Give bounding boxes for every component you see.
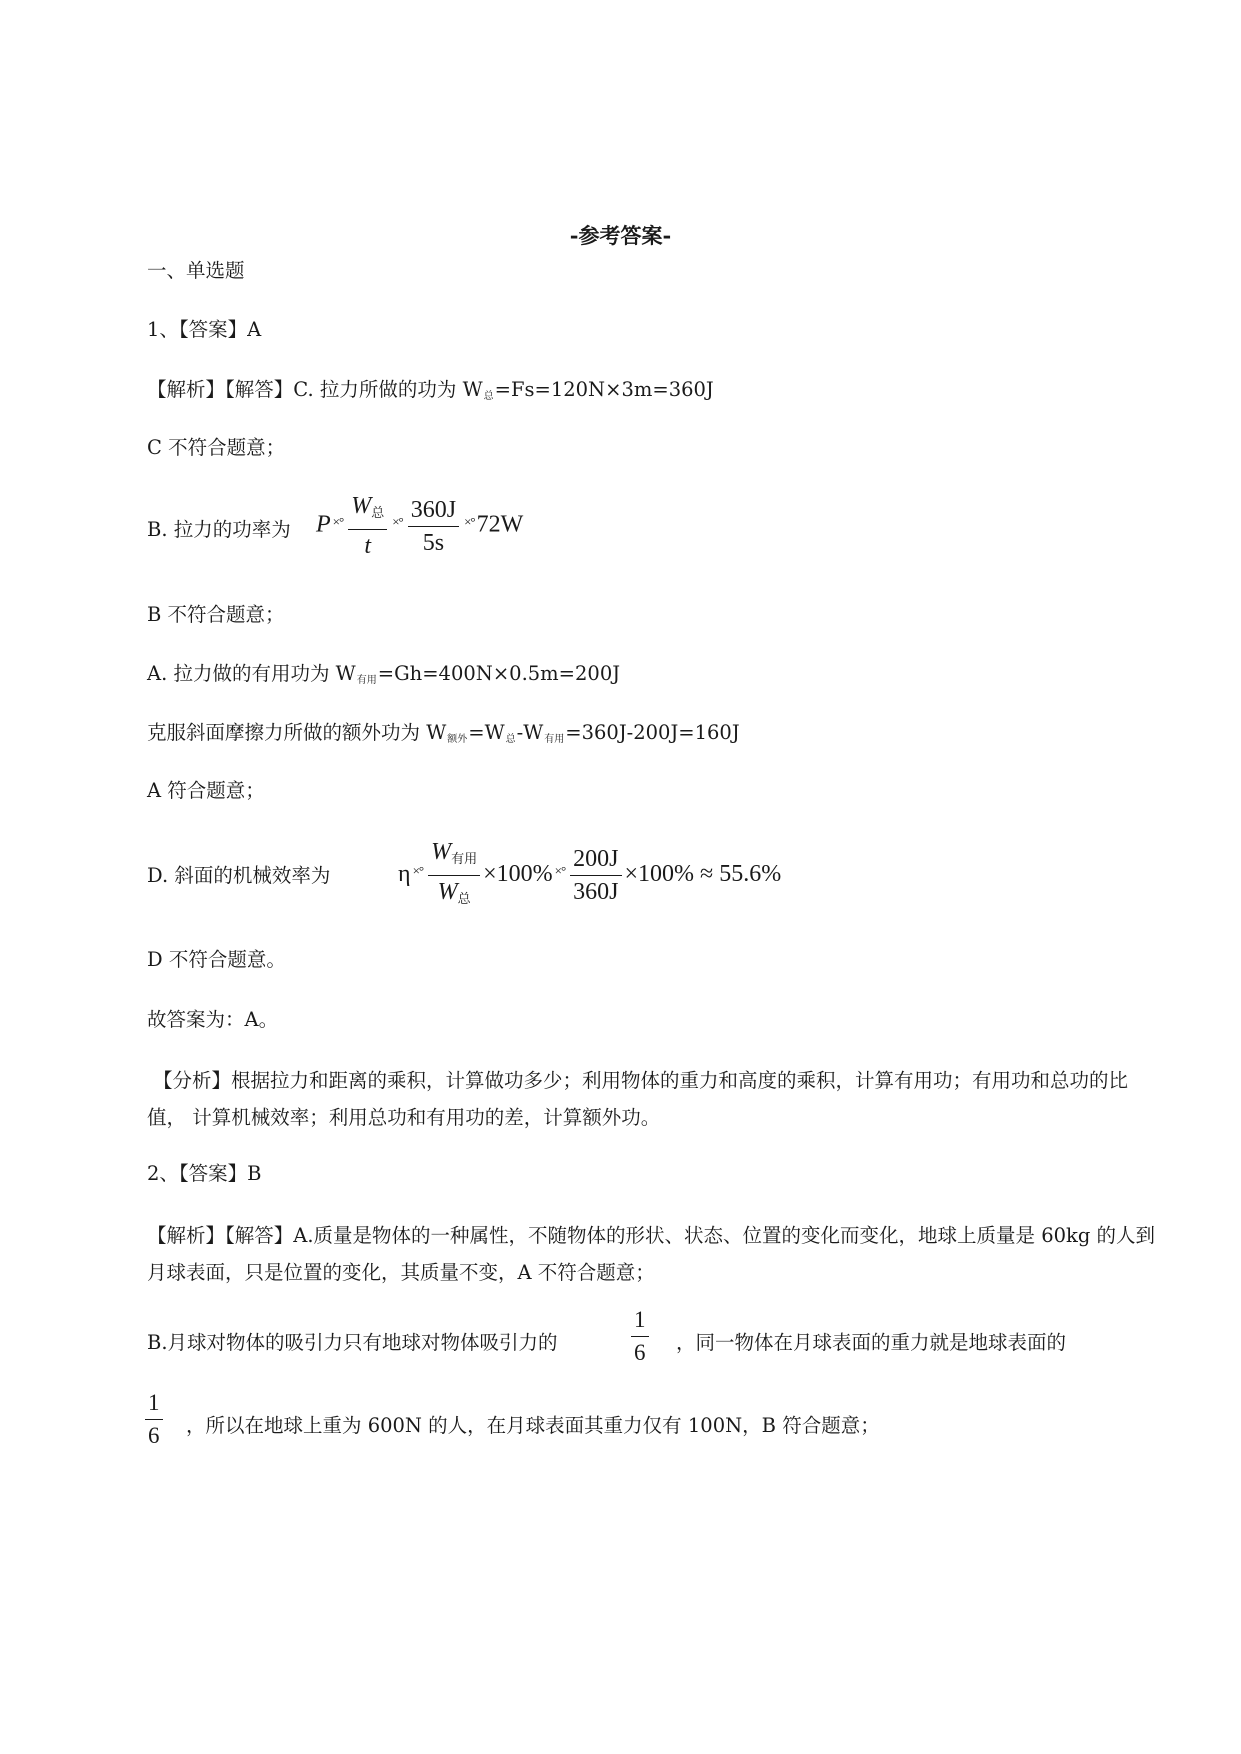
text: =W	[468, 721, 505, 744]
numerator: 200J	[570, 845, 621, 876]
w-sub: 总	[371, 505, 385, 520]
eq-glyph: ×°	[332, 513, 344, 529]
times-100: ×100%	[483, 861, 553, 888]
text: =360J-200J=160J	[565, 721, 740, 744]
p-symbol: P	[316, 511, 331, 538]
numerator	[428, 838, 480, 876]
denominator: t	[364, 533, 372, 559]
fraction-one-sixth	[631, 1306, 649, 1367]
subscript: 有用	[356, 675, 377, 686]
q1-line-b-verdict: B 不符合题意；	[147, 603, 285, 626]
q1-efficiency-formula	[398, 838, 781, 913]
q1-line-b-label: B. 拉力的功率为	[147, 518, 291, 541]
w-symbol: W	[431, 839, 452, 865]
q2-line-b-post: ，所以在地球上重为 600N 的人，在月球表面其重力仅有 100N，B 符合题意；	[186, 1414, 880, 1437]
text: =Fs=120N×3m=360J	[494, 378, 714, 401]
eq-glyph: ×°	[464, 513, 475, 529]
eta-symbol: η	[398, 861, 411, 888]
denominator: 360J	[573, 879, 619, 905]
q2-answer: 2、【答案】B	[147, 1162, 262, 1185]
q1-line-d-verdict: D 不符合题意。	[147, 948, 286, 971]
page-title: -参考答案-	[569, 223, 672, 248]
text: 【解析】【解答】C. 拉力所做的功为 W	[147, 378, 483, 401]
text: =Gh=400N×0.5m=200J	[377, 662, 621, 685]
text: A. 拉力做的有用功为 W	[147, 662, 356, 685]
denominator: 6	[148, 1423, 160, 1448]
section-heading: 一、单选题	[147, 259, 245, 282]
q1-analysis: 【分析】根据拉力和距离的乘积，计算做功多少；利用物体的重力和高度的乘积，计算有用功；有用功和总功的比值， 计算机械效率；利用总功和有用功的差，计算额外功。	[147, 1069, 1129, 1129]
q2-analysis-a: 【解析】【解答】A.质量是物体的一种属性，不随物体的形状、状态、位置的变化而变化，地球上质量是 60kg 的人到月球表面，只是位置的变化，其质量不变，A 不符合题意；	[147, 1224, 1156, 1284]
q1-line-a-verdict: A 符合题意；	[147, 779, 265, 802]
denominator	[428, 876, 480, 913]
fraction-360-5	[408, 496, 459, 557]
result: 72W	[476, 511, 524, 538]
subscript: 总	[505, 734, 516, 745]
q2-line-b-mid: ，同一物体在月球表面的重力就是地球表面的	[676, 1331, 1067, 1354]
fraction-200-360	[570, 845, 621, 906]
q2-fraction-2	[142, 1389, 166, 1450]
q1-line-c-verdict: C 不符合题意；	[147, 436, 286, 459]
text: B.月球对物体的吸引力只有地球对物体吸引力的	[147, 1331, 558, 1354]
eq-glyph: ×°	[392, 513, 403, 529]
q1-answer: 1、【答案】A	[147, 318, 262, 341]
numerator: 1	[631, 1306, 649, 1337]
w-sub: 有用	[451, 851, 478, 866]
subscript: 额外	[447, 734, 468, 745]
fraction-one-sixth	[145, 1389, 163, 1450]
w-sub: 总	[457, 891, 471, 906]
q1-line-d-label: D. 斜面的机械效率为	[147, 864, 331, 887]
q1-line-extra-work	[147, 719, 740, 754]
q1-line-c-work	[147, 376, 714, 411]
subscript: 有用	[544, 734, 565, 745]
w-symbol: W	[351, 493, 372, 519]
eq-glyph: ×°	[554, 863, 566, 879]
q2-fraction-1	[628, 1306, 652, 1367]
approx-result: ×100% ≈ 55.6%	[624, 861, 782, 888]
denominator: 6	[634, 1340, 646, 1365]
w-symbol: W	[437, 879, 458, 905]
numerator	[348, 492, 387, 530]
q1-conclusion: 故答案为：A。	[147, 1008, 279, 1031]
text: -W	[516, 721, 544, 744]
fraction-w-t	[348, 492, 387, 560]
subscript: 总	[483, 391, 494, 402]
denominator: 5s	[422, 529, 445, 556]
text: 克服斜面摩擦力所做的额外功为 W	[147, 721, 447, 744]
eq-glyph: ×°	[412, 863, 424, 879]
numerator: 1	[145, 1389, 163, 1420]
q1-line-a-useful	[147, 660, 620, 695]
numerator: 360J	[408, 496, 459, 527]
fraction-useful-total	[428, 838, 480, 913]
q2-line-b-pre	[147, 1329, 558, 1357]
q1-power-formula	[316, 492, 523, 560]
